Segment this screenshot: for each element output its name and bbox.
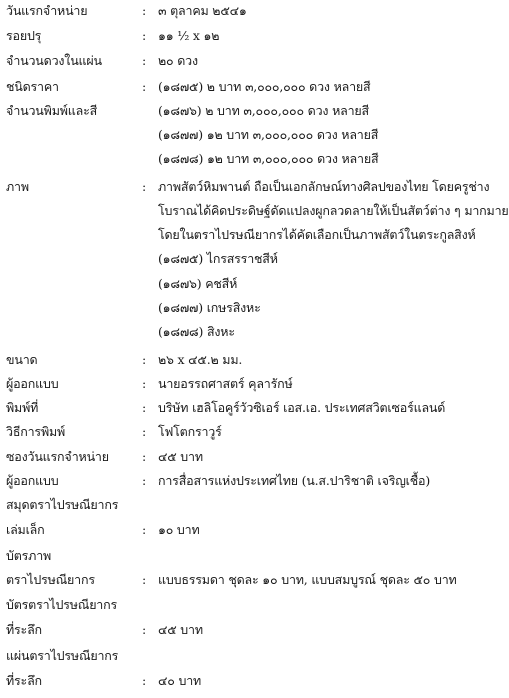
fdc-designer-label: ผู้ออกแบบ bbox=[6, 473, 59, 488]
perforation-row bbox=[0, 25, 472, 47]
fdc-envelope-label: ซองวันแรกจำหน่าย bbox=[6, 449, 109, 464]
stamps-per-sheet-value: ๒๐ ดวง bbox=[158, 53, 198, 68]
printer-row bbox=[0, 397, 472, 419]
booklet-label-row bbox=[0, 494, 472, 516]
stamps-per-sheet-label: จำนวนดวงในแผ่น bbox=[6, 53, 102, 68]
colon: : bbox=[142, 179, 147, 194]
fdc-envelope-row bbox=[0, 446, 472, 468]
souvenir-card-row bbox=[0, 619, 472, 641]
fdc-designer-row bbox=[0, 470, 472, 492]
card-label: บัตรภาพ bbox=[6, 548, 52, 563]
souvenir-card-label: ที่ระลึก bbox=[6, 622, 42, 637]
souvenir-card-label-row bbox=[0, 594, 472, 616]
printer-value: บริษัท เฮลิโอคูร์วัวซิเอร์ เอส.เอ. ประเทศสวิตเซอร์แลนด์ bbox=[158, 400, 446, 415]
first-day-row bbox=[0, 0, 472, 22]
denomination-row-2 bbox=[0, 100, 472, 122]
souvenir-card-label: บัตรตราไปรษณียากร bbox=[6, 597, 118, 612]
souvenir-sheet-row bbox=[0, 670, 472, 692]
printer-label: พิมพ์ที่ bbox=[6, 400, 39, 415]
process-value: โฟโตกราวูร์ bbox=[158, 424, 222, 439]
denomination-row-3 bbox=[0, 124, 472, 146]
picture-row bbox=[0, 176, 490, 198]
denomination-row-4 bbox=[0, 148, 472, 170]
size-value: ๒๖ x ๔๕.๒ มม. bbox=[158, 352, 243, 367]
colon: : bbox=[142, 572, 147, 587]
colon: : bbox=[142, 53, 147, 68]
print-quantity-label: จำนวนพิมพ์และสี bbox=[6, 103, 98, 118]
denomination-value: (๑๘๗๕) ๒ บาท ๓,๐๐๐,๐๐๐ ดวง หลายสี bbox=[158, 79, 371, 94]
perforation-label: รอยปรุ bbox=[6, 28, 42, 43]
process-row bbox=[0, 421, 472, 443]
picture-label: ภาพ bbox=[6, 179, 29, 194]
colon: : bbox=[142, 3, 147, 18]
colon: : bbox=[142, 376, 147, 391]
picture-description: ภาพสัตว์หิมพานต์ ถือเป็นเอกลักษณ์ทางศิลปของไทย โดยครูช่าง bbox=[158, 179, 490, 194]
picture-item-row bbox=[0, 248, 472, 270]
picture-item: (๑๘๗๖) คชสีห์ bbox=[158, 276, 238, 291]
picture-description: โบราณได้คิดประดิษฐ์ดัดแปลงผูกลวดลายให้เป็นสัตว์ต่าง ๆ มากมาย bbox=[158, 203, 509, 218]
perforation-value: ๑๑ ½ x ๑๒ bbox=[158, 28, 220, 43]
picture-item: (๑๘๗๘) สิงหะ bbox=[158, 324, 235, 339]
process-label: วิธีการพิมพ์ bbox=[6, 424, 66, 439]
picture-row bbox=[0, 200, 509, 222]
picture-item: (๑๘๗๕) ไกรสรราชสีห์ bbox=[158, 251, 278, 266]
picture-item-row bbox=[0, 321, 472, 343]
picture-item-row bbox=[0, 273, 472, 295]
booklet-value: ๑๐ บาท bbox=[158, 522, 200, 537]
card-value: แบบธรรมดา ชุดละ ๑๐ บาท, แบบสมบูรณ์ ชุดละ ๕๐ บาท bbox=[158, 572, 457, 587]
denomination-row-1 bbox=[0, 76, 472, 98]
first-day-label: วันแรกจำหน่าย bbox=[6, 3, 88, 18]
first-day-value: ๓ ตุลาคม ๒๕๔๑ bbox=[158, 3, 247, 18]
denomination-value: (๑๘๗๘) ๑๒ บาท ๓,๐๐๐,๐๐๐ ดวง หลายสี bbox=[158, 151, 379, 166]
designer-label: ผู้ออกแบบ bbox=[6, 376, 59, 391]
size-row bbox=[0, 349, 472, 371]
souvenir-sheet-value: ๔๐ บาท bbox=[158, 673, 202, 688]
booklet-label: สมุดตราไปรษณียากร bbox=[6, 497, 119, 512]
colon: : bbox=[142, 473, 147, 488]
souvenir-card-value: ๔๕ บาท bbox=[158, 622, 203, 637]
fdc-envelope-value: ๔๕ บาท bbox=[158, 449, 203, 464]
souvenir-sheet-label: ที่ระลึก bbox=[6, 673, 42, 688]
fdc-designer-value: การสื่อสารแห่งประเทศไทย (น.ส.ปาริชาติ เจริญเชื้อ) bbox=[158, 473, 430, 488]
picture-row bbox=[0, 224, 476, 246]
colon: : bbox=[142, 28, 147, 43]
size-label: ขนาด bbox=[6, 352, 38, 367]
stamps-per-sheet-row bbox=[0, 50, 472, 72]
designer-value: นายอรรถศาสตร์ คุลารักษ์ bbox=[158, 376, 293, 391]
colon: : bbox=[142, 622, 147, 637]
denomination-label: ชนิดราคา bbox=[6, 79, 59, 94]
card-label-row bbox=[0, 545, 472, 567]
denomination-value: (๑๘๗๖) ๒ บาท ๓,๐๐๐,๐๐๐ ดวง หลายสี bbox=[158, 103, 369, 118]
colon: : bbox=[142, 352, 147, 367]
colon: : bbox=[142, 449, 147, 464]
picture-item: (๑๘๗๗) เกษรสิงหะ bbox=[158, 300, 261, 315]
colon: : bbox=[142, 400, 147, 415]
card-row bbox=[0, 569, 472, 591]
colon: : bbox=[142, 522, 147, 537]
designer-row bbox=[0, 373, 472, 395]
colon: : bbox=[142, 424, 147, 439]
souvenir-sheet-label: แผ่นตราไปรษณียากร bbox=[6, 648, 119, 663]
picture-item-row bbox=[0, 297, 472, 319]
booklet-label: เล่มเล็ก bbox=[6, 522, 45, 537]
colon: : bbox=[142, 79, 147, 94]
card-label: ตราไปรษณียากร bbox=[6, 572, 95, 587]
picture-description: โดยในตราไปรษณียากรได้คัดเลือกเป็นภาพสัตว์ในตระกูลสิงห์ bbox=[158, 227, 476, 242]
booklet-row bbox=[0, 519, 472, 541]
colon: : bbox=[142, 673, 147, 688]
denomination-value: (๑๘๗๗) ๑๒ บาท ๓,๐๐๐,๐๐๐ ดวง หลายสี bbox=[158, 127, 379, 142]
souvenir-sheet-label-row bbox=[0, 645, 472, 667]
